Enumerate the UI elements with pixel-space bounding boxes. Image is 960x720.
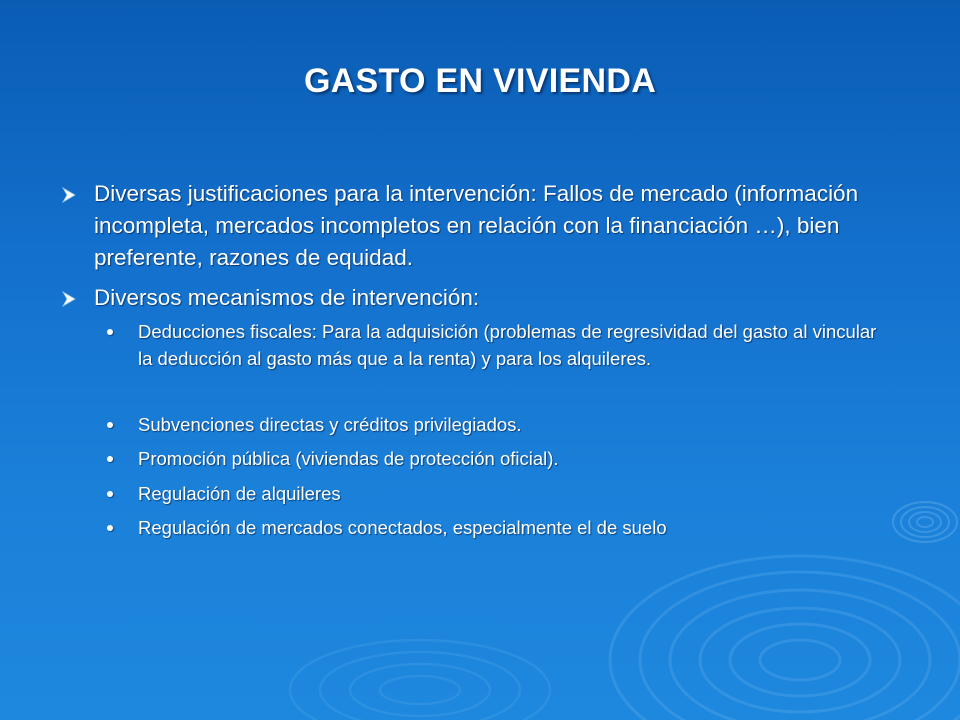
- dot-bullet-icon: [107, 422, 113, 428]
- bullet-justifications: [94, 178, 894, 274]
- sub-bullet-tax-deductions: [138, 318, 878, 372]
- bullet-mechanisms-text: Diversos mecanismos de intervención:: [94, 285, 480, 310]
- dot-bullet-icon: [107, 525, 113, 531]
- sub-bullet-text: Regulación de mercados conectados, especialmente el de suelo: [138, 517, 667, 538]
- sub-bullet-text: Deducciones fiscales: Para la adquisición (problemas de regresividad del gasto al vincular la deducción al gasto más que a la renta) y para los alquileres.: [138, 321, 877, 369]
- arrowhead-bullet-icon: [60, 178, 80, 210]
- sub-bullet-rent-regulation: [138, 480, 878, 507]
- bullet-mechanisms: [94, 282, 894, 314]
- sub-bullet-text: Promoción pública (viviendas de protección oficial).: [138, 448, 559, 469]
- arrowhead-bullet-icon: [60, 282, 80, 314]
- sub-bullet-connected-markets: [138, 514, 878, 541]
- bullet-justifications-text: Diversas justificaciones para la intervención: Fallos de mercado (información incompleta, mercados incompletos en relación con la financiación …), bien preferente, razones de equidad.: [94, 181, 859, 270]
- sub-bullet-subsidies: [138, 411, 878, 438]
- sub-bullet-text: Regulación de alquileres: [138, 483, 341, 504]
- dot-bullet-icon: [107, 456, 113, 462]
- sub-bullet-public-promotion: [138, 445, 878, 472]
- slide-title: GASTO EN VIVIENDA: [303, 62, 657, 100]
- dot-bullet-icon: [107, 329, 113, 335]
- sub-bullet-text: Subvenciones directas y créditos privilegiados.: [138, 414, 522, 435]
- dot-bullet-icon: [107, 491, 113, 497]
